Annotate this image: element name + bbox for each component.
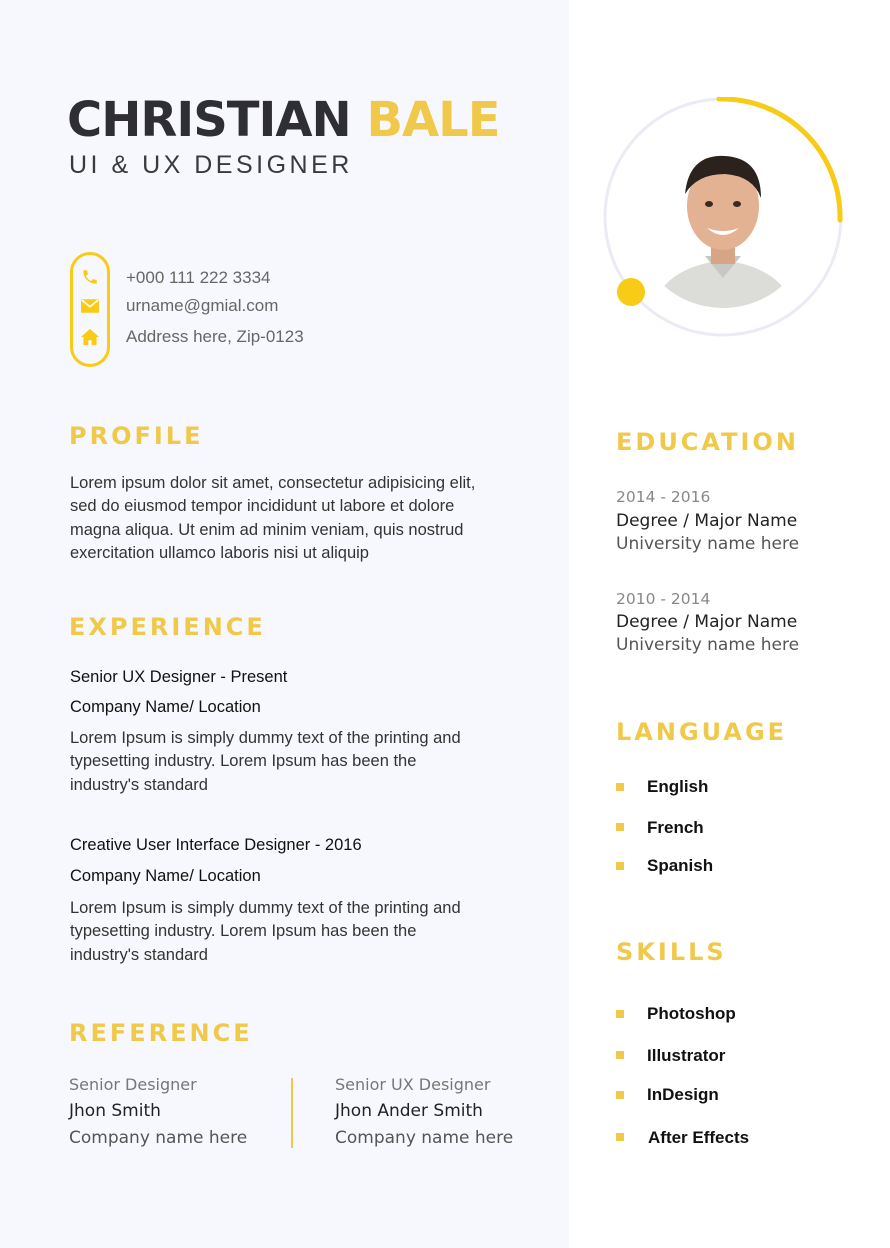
experience-heading: EXPERIENCE: [69, 613, 266, 641]
bullet-icon: [616, 1091, 624, 1099]
skills-heading: SKILLS: [616, 938, 727, 966]
job-desc-line: Lorem Ipsum is simply dummy text of the printing and: [70, 899, 461, 917]
reference-name: Jhon Smith: [69, 1101, 161, 1121]
language-heading: LANGUAGE: [616, 718, 788, 746]
phone-icon: [79, 266, 101, 288]
skill-item: InDesign: [647, 1085, 719, 1104]
contact-address: Address here, Zip-0123: [126, 327, 304, 346]
last-name: BALE: [366, 92, 500, 148]
profile-line: Lorem ipsum dolor sit amet, consectetur adipisicing elit,: [70, 474, 476, 492]
job-desc-line: industry's standard: [70, 775, 208, 794]
contact-email: urname@gmial.com: [126, 296, 279, 315]
language-item: English: [647, 777, 709, 796]
reference-label: Senior Designer: [69, 1075, 197, 1094]
education-university: University name here: [616, 534, 800, 554]
education-degree: Degree / Major Name: [616, 612, 798, 632]
profile-line: magna aliqua. Ut enim ad minim veniam, quis nostrud: [70, 520, 464, 539]
job-desc-line: Lorem Ipsum is simply dummy text of the printing and: [70, 729, 461, 747]
full-name: [67, 94, 500, 146]
education-degree: Degree / Major Name: [616, 511, 798, 531]
contact-phone: +000 111 222 3334: [126, 268, 271, 287]
language-item: French: [647, 818, 704, 837]
reference-company: Company name here: [335, 1128, 514, 1148]
job-desc-line: industry's standard: [70, 945, 208, 964]
job-company: Company Name/ Location: [70, 698, 261, 716]
profile-text: [70, 472, 540, 565]
education-heading: EDUCATION: [616, 428, 799, 456]
bullet-icon: [616, 1010, 624, 1018]
education-university: University name here: [616, 635, 800, 655]
job-title: Creative User Interface Designer - 2016: [70, 836, 362, 854]
job-description: [70, 897, 540, 967]
first-name: CHRISTIAN: [67, 92, 351, 148]
person-avatar-icon: [633, 128, 813, 308]
profile-photo: [633, 128, 813, 308]
profile-heading: PROFILE: [69, 422, 204, 450]
job-title: Senior UX Designer - Present: [70, 668, 288, 686]
bullet-icon: [616, 862, 624, 870]
bullet-icon: [616, 1051, 624, 1059]
language-item: Spanish: [647, 856, 714, 875]
skill-item: Photoshop: [647, 1004, 736, 1023]
reference-company: Company name here: [69, 1128, 248, 1148]
education-years: 2014 - 2016: [616, 488, 711, 506]
reference-label: Senior UX Designer: [335, 1075, 491, 1094]
reference-heading: REFERENCE: [69, 1019, 253, 1047]
profile-line: sed do eiusmod tempor incididunt ut labore et dolore: [70, 497, 455, 516]
reference-divider: [291, 1078, 293, 1148]
reference-name: Jhon Ander Smith: [335, 1101, 483, 1121]
job-desc-line: typesetting industry. Lorem Ipsum has been the: [70, 752, 417, 771]
education-years: 2010 - 2014: [616, 590, 711, 608]
job-description: [70, 727, 540, 797]
skill-item: After Effects: [648, 1128, 750, 1147]
bullet-icon: [616, 783, 624, 791]
bullet-icon: [616, 1133, 624, 1141]
job-desc-line: typesetting industry. Lorem Ipsum has been the: [70, 922, 417, 941]
envelope-icon: [79, 295, 101, 317]
job-role: UI & UX DESIGNER: [69, 151, 353, 179]
bullet-icon: [616, 823, 624, 831]
job-company: Company Name/ Location: [70, 867, 261, 885]
skill-item: Illustrator: [647, 1046, 726, 1065]
profile-line: exercitation ullamco laboris nisi ut aliquip: [70, 543, 369, 562]
home-icon: [79, 326, 101, 348]
